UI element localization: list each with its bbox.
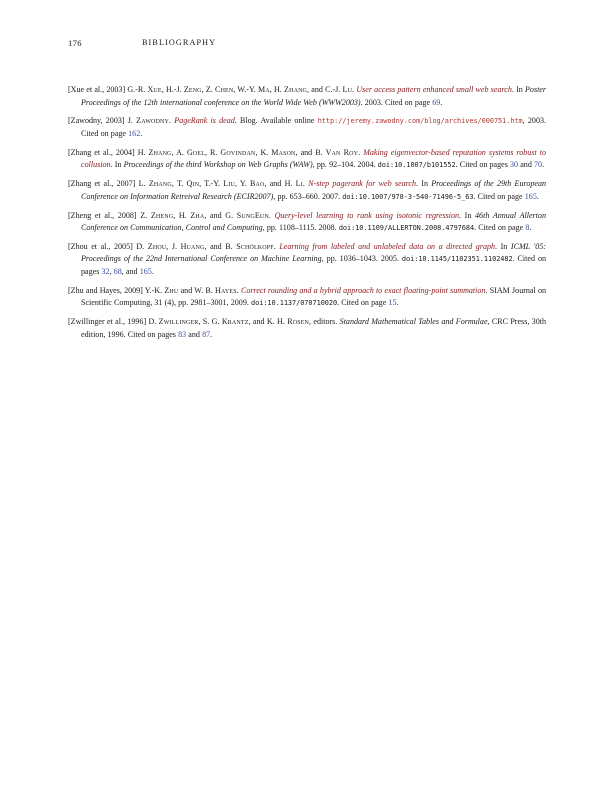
entry-url-link[interactable]: http://jeremy.zawodny.com/blog/archives/000751.htm [317,117,523,126]
author-surname: Zha [190,210,205,220]
author-tail: . [236,285,239,295]
author-surname: Hayes [215,285,237,295]
author-initials: , J. [166,241,181,251]
bibliography-entry [68,285,546,310]
bibliography-entry [68,147,546,172]
entry-doi[interactable]: doi:10.1007/b101552 [377,161,456,170]
citation-key: [Xue et al., 2003] [68,85,126,94]
author-initials: Z. [140,210,151,220]
author-initials: , H. [269,85,285,94]
author-surname: Govindan [220,147,256,157]
author-initials: Y.-K. [144,285,165,295]
entry-doi[interactable]: doi:10.1007/978-3-540-71496-5_63 [342,192,474,201]
author-tail: . [273,241,276,251]
entry-pages-year: , pp. 1108–1115. 2008. [262,223,339,233]
citation-key: [Zhu and Hayes, 2009] [68,285,143,295]
author-tail: . [302,179,305,189]
author-initials: and W. B. [178,285,216,295]
entry-venue: ICML '05: Proceedings of the 22nd International Conference on Machine Learning [81,241,546,264]
author-surname: Rosen [287,317,310,327]
entry-end: . [529,223,532,233]
author-initials: , and B. [295,147,326,157]
entry-title-link[interactable]: Correct rounding and a hybrid approach to exact floating-point summation [240,285,486,295]
page-reference-link[interactable]: 15 [388,298,397,308]
author-tail: . [268,210,271,220]
entry-pages-year: , pp. 92–104. 2004. [312,160,378,170]
entry-end: . [210,329,213,339]
author-initials: , T. [171,179,187,189]
page-reference-link[interactable]: 30 [510,160,519,170]
author-tail: . [358,147,361,157]
entry-title: Standard Mathematical Tables and Formulae [339,317,488,327]
page-reference-link[interactable]: 70 [534,160,543,170]
author-initials: , H.-J. [161,85,184,94]
author-surname: Liu [223,179,235,189]
page-reference-link[interactable]: 165 [139,267,152,277]
author-surname: SungEun [236,210,269,220]
entry-end: . [151,267,154,277]
bibliography-entry [68,178,546,203]
entry-venue: 46th Annual Allerton Conference on Communication, Control and Computing [81,210,546,233]
page-reference-link[interactable]: 68 [113,267,122,277]
citation-key: [Zwillinger et al., 1996] [68,317,147,327]
author-surname: Goel [186,147,206,157]
author-initials: , T.-Y. [199,179,224,189]
citation-key: [Zhou et al., 2005] [68,241,133,251]
author-tail: . [352,85,355,94]
entry-connector: . SIAM Journal on Scientific Computing, 31 (4), pp. 2981–3001, 2009. [81,285,547,308]
page-joiner: and [518,160,535,170]
entry-title-link[interactable]: PageRank is dead [174,116,235,126]
entry-end: . [536,191,539,201]
author-initials: D. [148,317,159,327]
entry-connector: . Blog. Available online [234,116,318,126]
author-surname: Van Roy [325,147,359,157]
author-initials: , Y. [234,179,250,189]
running-header [68,38,546,52]
page-reference-link[interactable]: 165 [524,191,537,201]
entry-doi[interactable]: doi:10.1145/1102351.1102482 [401,255,513,264]
author-initials: , A. [171,147,187,157]
running-head-title: BIBLIOGRAPHY [142,38,217,47]
page-joiner: and [186,329,203,339]
page-joiner: , and [121,267,140,277]
author-surname: Zhu [164,285,179,295]
author-surname: Chen [215,85,234,94]
author-initials: , Z. [201,85,216,94]
cited-lead: . Cited on page [474,223,526,233]
page-reference-link[interactable]: 83 [178,329,187,339]
entry-title-link[interactable]: Making eigenvector-based reputation systems robust to collusion [81,147,546,170]
author-initials: , R. [205,147,221,157]
page-folio-number: 176 [68,38,82,48]
entry-year-cited: 2003. Cited on page [81,116,546,138]
author-initials: G.-R. [127,85,148,94]
author-surname: Zeng [183,85,202,94]
entry-connector: . In [110,160,124,170]
author-surname: Zhang [284,85,308,94]
author-tail: . [169,116,172,126]
entry-connector: . In [459,210,476,220]
entry-venue: Proceedings of the third Workshop on Web Graphs (WAW) [123,160,313,170]
entry-title-link[interactable]: Learning from labeled and unlabeled data on a directed graph [279,241,496,251]
entry-end: . [140,128,143,138]
author-surname: Xue [147,85,162,94]
author-surname: Bao [249,179,265,189]
author-surname: Lu [342,85,353,94]
entry-connector: . In [416,179,432,189]
page-joiner: , [109,267,114,277]
bibliography-entry [68,241,546,279]
author-surname: Ma [257,85,270,94]
page-reference-link[interactable]: 8 [525,223,530,233]
entry-doi[interactable]: doi:10.1137/070710020 [251,299,338,308]
entry-end: . [440,97,443,107]
author-surname: Zawodny [136,116,169,126]
author-initials: D. [136,241,148,251]
cited-lead: . Cited on pages [455,160,511,170]
entry-venue: Proceedings of the 29th European Conference on Information Retreival Research (ECIR2007) [81,179,546,201]
bibliography-entry [68,210,546,235]
entry-pages-year: , pp. 653–660. 2007. [273,191,343,201]
author-initials: H. [137,147,149,157]
bibliography-list [68,84,546,341]
author-surname: Zhou [147,241,167,251]
author-initials: , H. [173,210,191,220]
page-reference-link[interactable]: 162 [128,128,141,138]
entry-connector: . In [511,85,525,94]
entry-title-link[interactable]: N-step pagerank for web search [308,179,417,189]
author-surname: Zwillinger [158,317,199,327]
entry-end: . [542,160,545,170]
bibliography-entry [68,115,546,140]
author-initials: , and C.-J. [307,85,343,94]
page-reference-link[interactable]: 69 [432,97,441,107]
cited-lead: . Cited on page [337,298,389,308]
entry-pages-year: , pp. 1036–1043. 2005. [321,254,402,264]
entry-end: . [396,298,399,308]
author-surname: Li [295,179,303,189]
page-reference-link[interactable]: 87 [202,329,211,339]
author-tail: , editors. [309,317,338,327]
author-initials: , S. G. [198,317,222,327]
author-initials: L. [138,179,149,189]
author-surname: Huang [180,241,205,251]
author-surname: Schölkopf [236,241,274,251]
citation-key: [Zawodny, 2003] [68,116,125,126]
page-reference-link[interactable]: 32 [101,267,110,277]
author-initials: J. [127,116,137,126]
citation-key: [Zhang et al., 2007] [68,179,136,189]
author-surname: Mason [271,147,296,157]
entry-venue: Poster Proceedings of the 12th international conference on the World Wide Web (WWW2003) [81,85,547,107]
citation-key: [Zhang et al., 2004] [68,147,135,157]
author-initials: , and K. H. [248,317,288,327]
cited-lead: . Cited on page [473,191,525,201]
entry-connector: . In [495,241,511,251]
author-initials: , K. [255,147,272,157]
entry-year-cited: . 2003. Cited on page [360,97,433,107]
bibliography-entry [68,84,546,109]
author-surname: Zhang [148,179,172,189]
entry-title-link[interactable]: User access pattern enhanced small web search [356,85,512,94]
author-initials: , and H. [264,179,296,189]
entry-title-link[interactable]: Query-level learning to rank using isotonic regression [274,210,460,220]
author-initials: , and G. [204,210,237,220]
author-initials: , W.-Y. [233,85,258,94]
entry-connector: , CRC Press, 30th edition, 1996. Cited on pages [81,317,546,339]
author-surname: Zheng [150,210,174,220]
author-surname: Zhang [148,147,172,157]
author-surname: Krantz [221,317,249,327]
entry-doi[interactable]: doi:10.1109/ALLERTON.2008.4797684 [338,224,475,233]
citation-key: [Zheng et al., 2008] [68,210,137,220]
url-tail: , [522,116,525,126]
author-initials: , and B. [204,241,237,251]
bibliography-entry [68,316,546,341]
cited-lead: . Cited on pages [81,254,546,277]
author-surname: Qin [186,179,200,189]
